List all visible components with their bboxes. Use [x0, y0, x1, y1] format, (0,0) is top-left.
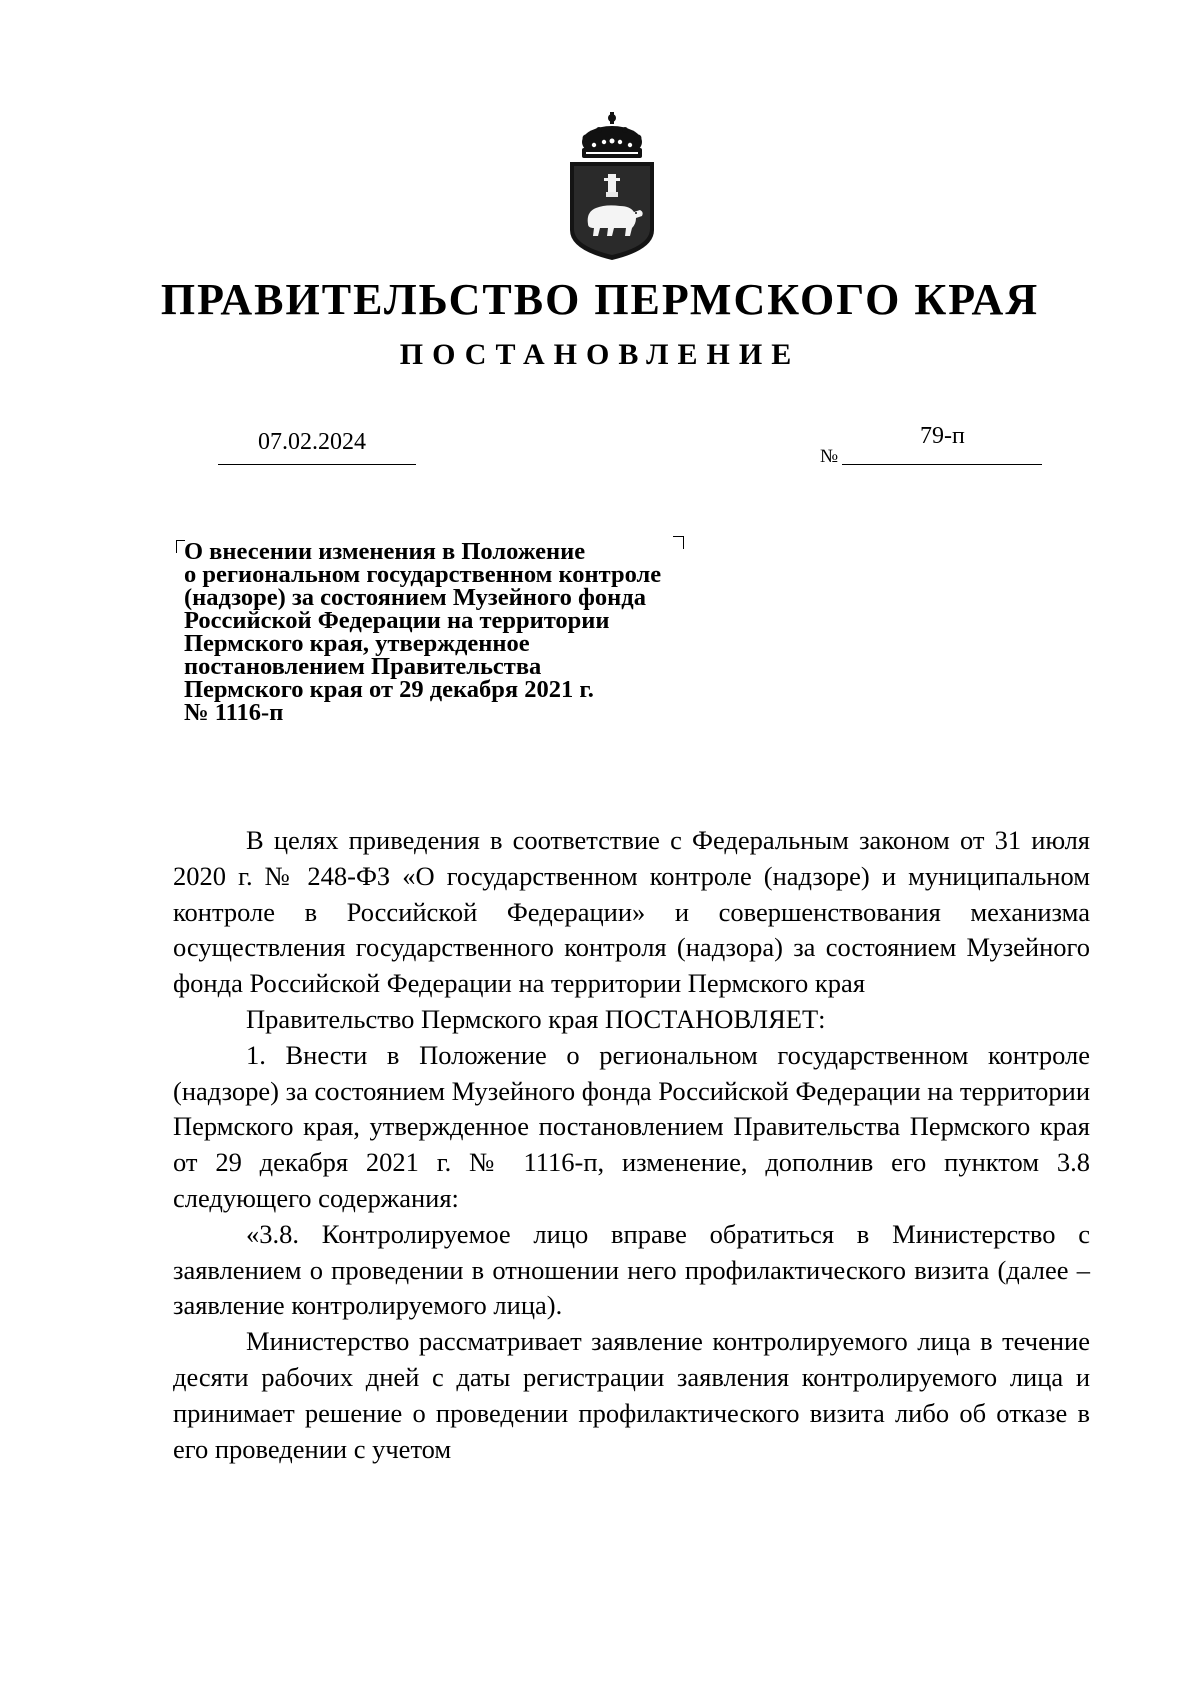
number-sign: №: [820, 446, 839, 467]
body-paragraph: 1. Внести в Положение о региональном государственном контроле (надзоре) за состоянием Музейного фонда Российской Федерации на территории Пермского края, утвержденное постановлением Правительства Пермского края от 29 декабря 2021 г. № 1116-п, изменение, дополнив его пунктом 3.8 следующего содержания:: [173, 1039, 1090, 1213]
document-number: 79-п: [920, 423, 965, 449]
subject-line: Пермского края от 29 декабря 2021 г.: [184, 676, 594, 703]
body-paragraph: «3.8. Контролируемое лицо вправе обратиться в Министерство с заявлением о проведении в отношении него профилактического визита (далее – заявление контролируемого лица).: [173, 1218, 1090, 1321]
document-body: [173, 823, 1090, 1467]
body-paragraph: В целях приведения в соответствие с Федеральным законом от 31 июля 2020 г. № 248-ФЗ «О государственном контроле (надзоре) и муниципальном контроле в Российской Федерации» и совершенствования механизма осуществления государственного контроля (надзора) за состоянием Музейного фонда Российской Федерации на территории Пермского края: [173, 825, 1090, 999]
document-type: ПОСТАНОВЛЕНИЕ: [399, 338, 801, 371]
body-paragraph: Министерство рассматривает заявление контролируемого лица в течение десяти рабочих дней с даты регистрации заявления контролируемого лица и принимает решение о проведении профилактического визита либо об отказе в его проведении с учетом: [173, 1326, 1090, 1464]
coat-of-arms-icon: [564, 112, 660, 262]
subject-line: № 1116-п: [184, 699, 284, 726]
date-field: [218, 430, 416, 465]
document-date: 07.02.2024: [258, 429, 366, 455]
government-title: ПРАВИТЕЛЬСТВО ПЕРМСКОГО КРАЯ: [160, 275, 1040, 324]
document-subject: [184, 540, 784, 724]
subject-line: О внесении изменения в Положение: [184, 538, 586, 565]
subject-line: Российской Федерации на территории: [184, 607, 610, 634]
number-field: [842, 423, 1042, 465]
body-paragraph: Правительство Пермского края ПОСТАНОВЛЯЕТ:: [246, 1003, 826, 1034]
subject-line: о региональном государственном контроле: [184, 561, 662, 588]
subject-line: (надзоре) за состоянием Музейного фонда: [184, 584, 646, 611]
subject-line: Пермского края, утвержденное: [184, 630, 530, 657]
subject-line: постановлением Правительства: [184, 653, 542, 680]
